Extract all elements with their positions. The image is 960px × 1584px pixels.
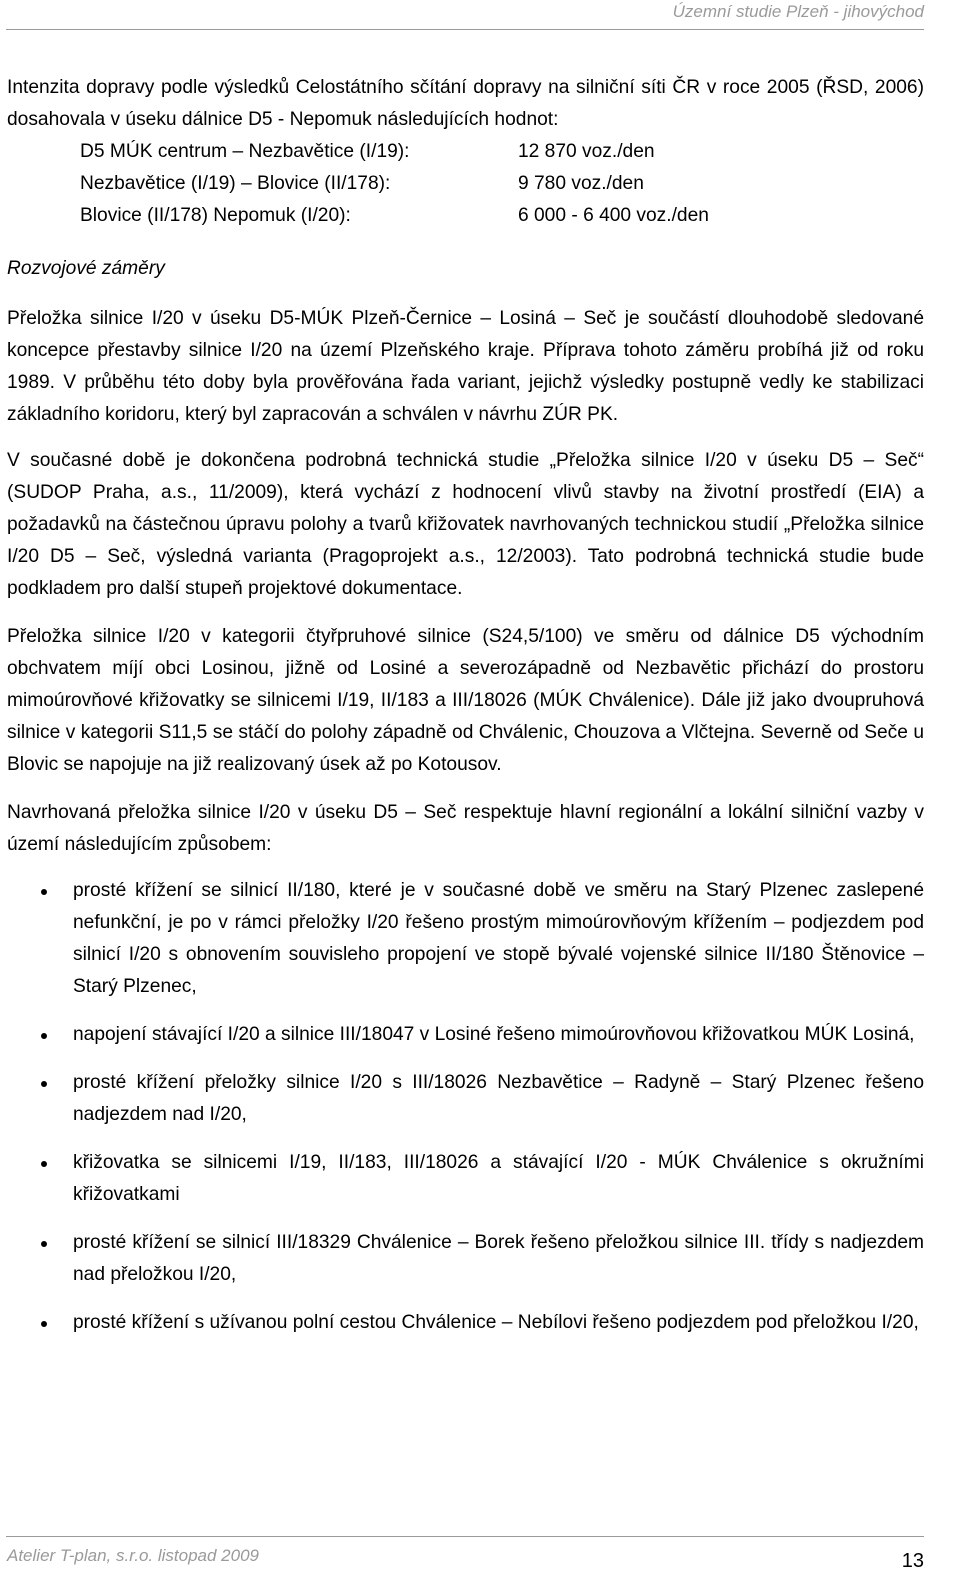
bullet-icon (41, 1161, 47, 1167)
page-number: 13 (901, 1550, 924, 1572)
list-item (7, 1067, 924, 1131)
paragraph: Navrhovaná přeložka silnice I/20 v úseku D5 – Seč respektuje hlavní regionální a lokální silniční vazby v území následujícím způsobem: (7, 802, 924, 855)
page-header (0, 0, 960, 34)
traffic-route: D5 MÚK centrum – Nezbavětice (I/19): (80, 141, 410, 162)
traffic-route: Blovice (II/178) Nepomuk (I/20): (80, 205, 351, 226)
traffic-value: 9 780 voz./den (518, 173, 644, 194)
page-content (7, 72, 924, 1355)
bullet-icon (41, 1321, 47, 1327)
list-item (7, 1227, 924, 1291)
traffic-value: 12 870 voz./den (518, 141, 655, 162)
list-item-text: prosté křížení přeložky silnice I/20 s III/18026 Nezbavětice – Radyně – Starý Plzenec řešeno nadjezdem nad I/20, (73, 1072, 924, 1125)
traffic-row (80, 136, 924, 168)
footer-credit: Atelier T-plan, s.r.o. listopad 2009 (7, 1546, 259, 1565)
header-divider (6, 29, 924, 30)
traffic-value: 6 000 - 6 400 voz./den (518, 205, 709, 226)
bullet-icon (41, 1033, 47, 1039)
list-item-text: napojení stávající I/20 a silnice III/18047 v Losiné řešeno mimoúrovňovou křižovatkou MÚK Losiná, (73, 1024, 915, 1045)
intro-paragraph: Intenzita dopravy podle výsledků Celostátního sčítání dopravy na silniční síti ČR v roce 2005 (ŘSD, 2006) dosahovala v úseku dálnice D5 - Nepomuk následujících hodnot: (7, 77, 924, 130)
traffic-route: Nezbavětice (I/19) – Blovice (II/178): (80, 173, 391, 194)
paragraph: V současné době je dokončena podrobná technická studie „Přeložka silnice I/20 v úseku D5 – Seč“ (SUDOP Praha, a.s., 11/2009), která vychází z hodnocení vlivů stavby na životní prostředí (EIA) a požadavků na částečnou úpravu polohy a tvarů křižovatek navrhovaných technickou studií „Přeložka silnice I/20 D5 – Seč, výsledná varianta (Pragoprojekt a.s., 12/2003). Tato podrobná technická studie bude podkladem pro další stupeň projektové dokumentace. (7, 450, 924, 599)
traffic-row (80, 200, 924, 232)
list-item-text: prosté křížení s užívanou polní cestou Chválenice – Nebílovi řešeno podjezdem pod přeložkou I/20, (73, 1312, 919, 1333)
document-title: Územní studie Plzeň - jihovýchod (672, 2, 924, 21)
bullet-icon (41, 889, 47, 895)
paragraph: Přeložka silnice I/20 v úseku D5-MÚK Plzeň-Černice – Losiná – Seč je součástí dlouhodobě sledované koncepce přestavby silnice I/20 na území Plzeňského kraje. Příprava tohoto záměru probíhá již od roku 1989. V průběhu této doby byla prověřována řada variant, jejichž výsledky postupně vedly ke stabilizaci základního koridoru, který byl zapracován a schválen v návrhu ZÚR PK. (7, 308, 924, 425)
page-footer (0, 1536, 960, 1584)
list-item-text: prosté křížení se silnicí II/180, které je v současné době ve směru na Starý Plzenec zaslepené nefunkční, je po v rámci přeložky I/20 řešeno prostým mimoúrovňovým křížením – podjezdem pod silnicí I/20 s obnovením souvisleho propojení ve stopě bývalé vojenské silnice II/180 Štěnovice – Starý Plzenec, (73, 880, 924, 997)
traffic-list (80, 136, 924, 232)
bullet-icon (41, 1241, 47, 1247)
list-item-text: prosté křížení se silnicí III/18329 Chválenice – Borek řešeno přeložkou silnice III. třídy s nadjezdem nad přeložkou I/20, (73, 1232, 924, 1285)
footer-divider (6, 1536, 924, 1537)
list-item (7, 1307, 924, 1339)
section-heading: Rozvojové záměry (7, 258, 165, 279)
list-item (7, 1147, 924, 1211)
bullet-icon (41, 1081, 47, 1087)
paragraph: Přeložka silnice I/20 v kategorii čtyřpruhové silnice (S24,5/100) ve směru od dálnice D5 východním obchvatem míjí obci Losinou, jižně od Losiné a severozápadně od Nezbavětic přichází do prostoru mimoúrovňové křižovatky se silnicemi I/19, II/183 a III/18026 (MÚK Chválenice). Dále již jako dvoupruhová silnice v kategorii S11,5 se stáčí do polohy západně od Chválenic, Chouzova a Vlčtejna. Severně od Seče u Blovic se napojuje na již realizovaný úsek až po Kotousov. (7, 626, 924, 775)
traffic-row (80, 168, 924, 200)
list-item-text: křižovatka se silnicemi I/19, II/183, III/18026 a stávající I/20 - MÚK Chválenice s okružními křižovatkami (73, 1152, 924, 1205)
list-item (7, 1019, 924, 1051)
bullet-list (7, 875, 924, 1339)
list-item (7, 875, 924, 1003)
